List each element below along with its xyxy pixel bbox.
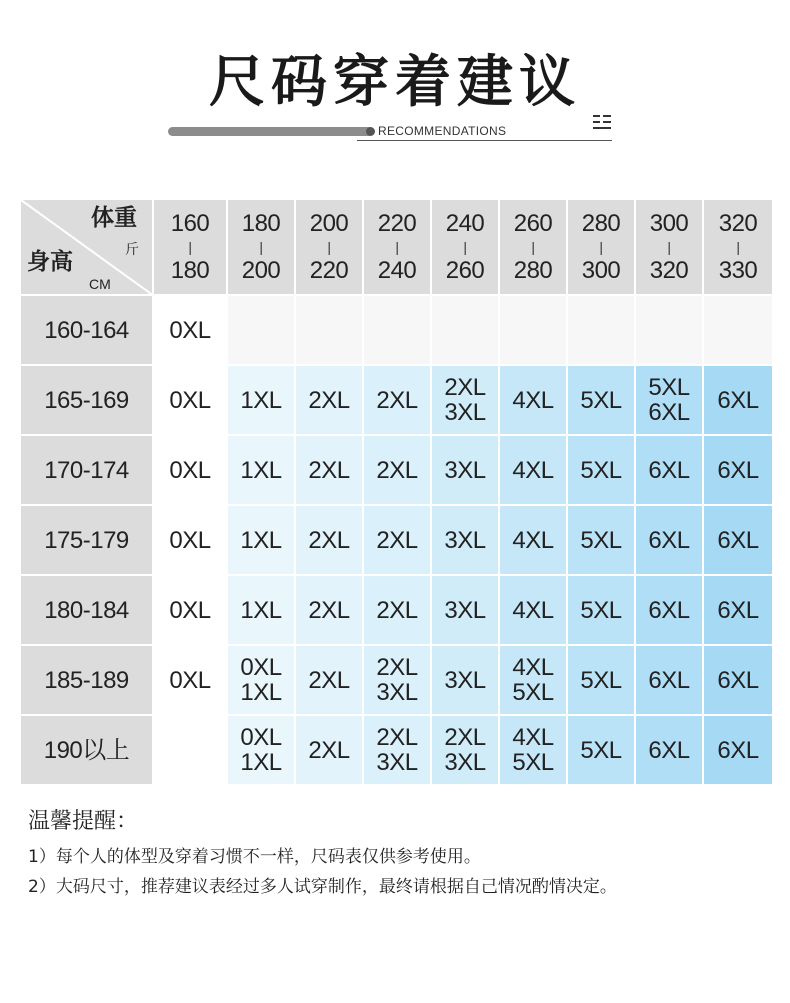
- table-row: [20, 715, 773, 785]
- size-cell: [295, 435, 363, 505]
- size-value: 2XL: [308, 596, 350, 624]
- table-row: [20, 505, 773, 575]
- size-value: 3XL: [444, 456, 486, 484]
- size-value: 3XL: [444, 596, 486, 624]
- size-cell: [635, 365, 703, 435]
- weight-range-to: 300: [581, 257, 621, 284]
- weight-range-from: 280: [581, 210, 621, 237]
- size-value: 4XL: [512, 654, 554, 681]
- weight-range-from: 200: [309, 210, 349, 237]
- weight-range-header: [703, 199, 773, 295]
- size-cell: [499, 715, 567, 785]
- size-cell: [153, 365, 227, 435]
- height-range-cell: 175-179: [20, 505, 153, 575]
- size-value: 0XL: [240, 724, 282, 751]
- size-value: 6XL: [648, 736, 690, 764]
- size-value: 6XL: [717, 666, 759, 694]
- size-value: 2XL: [444, 724, 486, 751]
- size-cell: [295, 575, 363, 645]
- height-range-cell: 165-169: [20, 365, 153, 435]
- size-cell: [567, 365, 635, 435]
- weight-range-header: [295, 199, 363, 295]
- size-value: 6XL: [648, 666, 690, 694]
- size-cell: [635, 295, 703, 365]
- size-value: 1XL: [240, 679, 282, 706]
- weight-range-to: 180: [170, 257, 210, 284]
- size-value: 2XL: [376, 724, 418, 751]
- size-cell: [635, 715, 703, 785]
- weight-range-sep: |: [188, 239, 192, 255]
- size-chart-table: [19, 198, 774, 786]
- size-cell: [295, 715, 363, 785]
- weight-range-to: 330: [718, 257, 758, 284]
- subtitle: RECOMMENDATIONS: [378, 124, 507, 138]
- size-cell: [153, 505, 227, 575]
- size-value: 6XL: [717, 736, 759, 764]
- size-cell: [295, 295, 363, 365]
- size-cell: [499, 505, 567, 575]
- size-value: 4XL: [512, 526, 554, 554]
- size-cell: [567, 505, 635, 575]
- size-value: 1XL: [240, 456, 282, 484]
- size-value: 2XL: [308, 736, 350, 764]
- size-value: 2XL: [444, 374, 486, 401]
- size-value: 2XL: [376, 456, 418, 484]
- weight-range-sep: |: [463, 239, 467, 255]
- size-cell: [567, 575, 635, 645]
- size-cell: [431, 575, 499, 645]
- size-cell: [635, 575, 703, 645]
- size-cell: [295, 645, 363, 715]
- size-cell: [363, 435, 431, 505]
- size-value: 5XL: [580, 666, 622, 694]
- size-value: 6XL: [717, 596, 759, 624]
- weight-range-sep: |: [599, 239, 603, 255]
- weight-range-sep: |: [667, 239, 671, 255]
- weight-range-header: [431, 199, 499, 295]
- size-cell: [363, 575, 431, 645]
- table-row: [20, 435, 773, 505]
- table-row: [20, 645, 773, 715]
- size-value: 2XL: [376, 596, 418, 624]
- size-cell: [431, 365, 499, 435]
- size-cell: [431, 715, 499, 785]
- weight-range-to: 200: [241, 257, 281, 284]
- size-value: 4XL: [512, 386, 554, 414]
- weight-range-from: 300: [649, 210, 689, 237]
- weight-range-from: 260: [513, 210, 553, 237]
- size-cell: [703, 505, 773, 575]
- size-value: 5XL: [580, 526, 622, 554]
- size-cell: [431, 295, 499, 365]
- size-cell: [499, 295, 567, 365]
- size-cell: [363, 715, 431, 785]
- weight-range-from: 220: [377, 210, 417, 237]
- height-range-cell: 170-174: [20, 435, 153, 505]
- weight-range-to: 220: [309, 257, 349, 284]
- weight-range-from: 160: [170, 210, 210, 237]
- size-cell: [635, 645, 703, 715]
- table-row: [20, 295, 773, 365]
- height-range-cell: 190以上: [20, 715, 153, 785]
- size-cell: [363, 645, 431, 715]
- size-value: 1XL: [240, 386, 282, 414]
- size-value: 1XL: [240, 526, 282, 554]
- size-value: 6XL: [717, 386, 759, 414]
- size-value: 4XL: [512, 596, 554, 624]
- size-value: 3XL: [444, 749, 486, 776]
- height-range-cell: 180-184: [20, 575, 153, 645]
- weight-range-from: 320: [718, 210, 758, 237]
- size-value: 2XL: [308, 456, 350, 484]
- size-cell: [153, 575, 227, 645]
- corner-cell: [20, 199, 153, 295]
- size-value: 3XL: [444, 399, 486, 426]
- menu-lines-icon: [593, 115, 611, 130]
- size-value: 3XL: [444, 666, 486, 694]
- size-value: 2XL: [308, 386, 350, 414]
- weight-range-header: [153, 199, 227, 295]
- size-cell: [499, 575, 567, 645]
- size-cell: [567, 295, 635, 365]
- size-cell: [153, 715, 227, 785]
- weight-range-sep: |: [395, 239, 399, 255]
- note-item: 2）大码尺寸，推荐建议表经过多人试穿制作，最终请根据自己情况酌情决定。: [28, 877, 617, 897]
- size-value: 2XL: [308, 666, 350, 694]
- weight-range-header: [567, 199, 635, 295]
- size-cell: [363, 505, 431, 575]
- height-unit: CM: [89, 276, 111, 292]
- size-value: 5XL: [512, 679, 554, 706]
- size-value: 5XL: [580, 456, 622, 484]
- weight-range-to: 240: [377, 257, 417, 284]
- weight-range-to: 320: [649, 257, 689, 284]
- size-value: 5XL: [648, 374, 690, 401]
- size-value: 0XL: [240, 654, 282, 681]
- size-cell: [635, 435, 703, 505]
- height-label: 身高: [27, 249, 73, 275]
- size-cell: [499, 365, 567, 435]
- size-cell: [431, 435, 499, 505]
- decorative-bar: [168, 127, 373, 136]
- height-range-cell: 185-189: [20, 645, 153, 715]
- size-value: 0XL: [169, 456, 211, 484]
- size-cell: [567, 645, 635, 715]
- weight-range-sep: |: [259, 239, 263, 255]
- size-value: 1XL: [240, 749, 282, 776]
- size-cell: [703, 365, 773, 435]
- size-value: 4XL: [512, 724, 554, 751]
- size-cell: [363, 365, 431, 435]
- table-body: [20, 295, 773, 785]
- weight-range-to: 280: [513, 257, 553, 284]
- weight-range-sep: |: [531, 239, 535, 255]
- size-cell: [227, 645, 295, 715]
- weight-range-header: [227, 199, 295, 295]
- size-cell: [227, 575, 295, 645]
- size-cell: [363, 295, 431, 365]
- size-cell: [703, 715, 773, 785]
- decorative-dot: [366, 127, 375, 136]
- size-value: 2XL: [308, 526, 350, 554]
- size-cell: [227, 365, 295, 435]
- size-value: 3XL: [444, 526, 486, 554]
- size-value: 0XL: [169, 316, 211, 344]
- weight-range-from: 240: [445, 210, 485, 237]
- size-cell: [567, 715, 635, 785]
- weight-range-to: 260: [445, 257, 485, 284]
- size-cell: [703, 295, 773, 365]
- size-value: 0XL: [169, 386, 211, 414]
- size-value: 2XL: [376, 386, 418, 414]
- size-cell: [295, 365, 363, 435]
- size-value: 6XL: [648, 596, 690, 624]
- size-cell: [635, 505, 703, 575]
- height-range-cell: 160-164: [20, 295, 153, 365]
- weight-range-sep: |: [736, 239, 740, 255]
- page-title: 尺码穿着建议: [209, 50, 581, 115]
- size-cell: [153, 295, 227, 365]
- weight-range-from: 180: [241, 210, 281, 237]
- weight-range-header: [363, 199, 431, 295]
- size-cell: [703, 575, 773, 645]
- size-value: 5XL: [580, 386, 622, 414]
- note-item: 1）每个人的体型及穿着习惯不一样，尺码表仅供参考使用。: [28, 847, 481, 867]
- decorative-underline: [357, 140, 612, 141]
- size-cell: [431, 645, 499, 715]
- size-value: 2XL: [376, 654, 418, 681]
- size-value: 6XL: [648, 456, 690, 484]
- size-value: 2XL: [376, 526, 418, 554]
- weight-unit: 斤: [125, 242, 139, 258]
- size-cell: [227, 295, 295, 365]
- weight-range-header: [635, 199, 703, 295]
- size-value: 5XL: [512, 749, 554, 776]
- size-value: 5XL: [580, 736, 622, 764]
- size-value: 3XL: [376, 749, 418, 776]
- size-value: 6XL: [648, 399, 690, 426]
- size-cell: [153, 435, 227, 505]
- size-value: 6XL: [648, 526, 690, 554]
- size-cell: [431, 505, 499, 575]
- size-cell: [227, 505, 295, 575]
- weight-range-header: [499, 199, 567, 295]
- size-value: 0XL: [169, 596, 211, 624]
- size-cell: [227, 435, 295, 505]
- size-value: 0XL: [169, 666, 211, 694]
- size-cell: [499, 645, 567, 715]
- header-row: [20, 199, 773, 295]
- size-cell: [153, 645, 227, 715]
- size-cell: [295, 505, 363, 575]
- size-value: 6XL: [717, 526, 759, 554]
- weight-range-sep: |: [327, 239, 331, 255]
- size-cell: [227, 715, 295, 785]
- size-value: 6XL: [717, 456, 759, 484]
- size-cell: [567, 435, 635, 505]
- size-value: 4XL: [512, 456, 554, 484]
- table-row: [20, 575, 773, 645]
- table-row: [20, 365, 773, 435]
- size-value: 1XL: [240, 596, 282, 624]
- size-value: 3XL: [376, 679, 418, 706]
- size-cell: [499, 435, 567, 505]
- size-value: 0XL: [169, 526, 211, 554]
- notes-heading: 温馨提醒：: [28, 809, 139, 834]
- size-value: 5XL: [580, 596, 622, 624]
- weight-label: 体重: [91, 205, 137, 231]
- size-cell: [703, 435, 773, 505]
- size-cell: [703, 645, 773, 715]
